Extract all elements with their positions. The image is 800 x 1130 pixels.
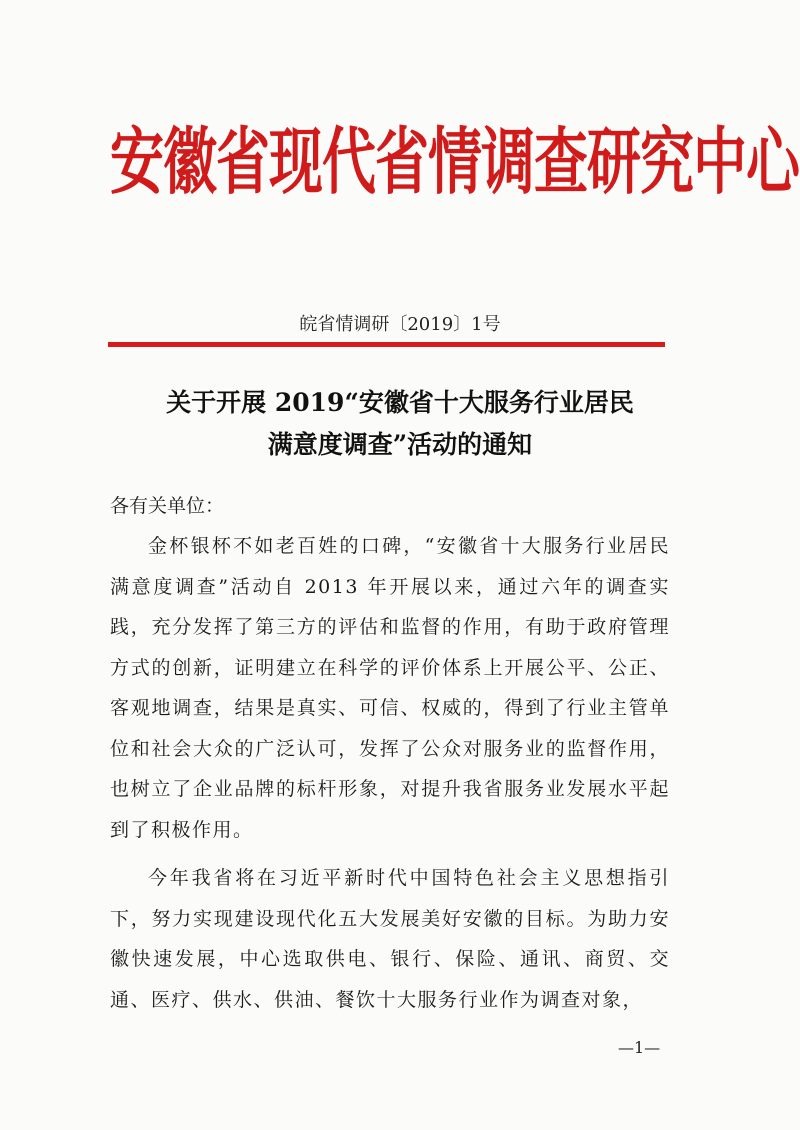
salutation: 各有关单位： (110, 495, 225, 517)
organization-title: 安徽省现代省情调查研究中心 (110, 118, 799, 205)
notice-title-line-1: 关于开展 2019“安徽省十大服务行业居民 (166, 388, 634, 417)
red-divider-rule (108, 342, 665, 347)
notice-title-line-2: 满意度调查”活动的通知 (267, 430, 533, 459)
body-paragraph-2: 今年我省将在习近平新时代中国特色社会主义思想指引下，努力实现建设现代化五大发展美好安徽的目标。为助力安徽快速发展，中心选取供电、银行、保险、通讯、商贸、交通、医疗、供水、供油、餐饮十大服务行业作为调查对象， (110, 867, 670, 1011)
notice-title (80, 382, 720, 466)
document-number: 皖省情调研〔2019〕1号 (299, 314, 501, 335)
body-paragraph-1: 金杯银杯不如老百姓的口碑，“安徽省十大服务行业居民满意度调查”活动自 2013 年开展以来，通过六年的调查实践，充分发挥了第三方的评估和监督的作用，有助于政府管理方式的创新，证明建立在科学的评价体系上开展公平、公正、客观地调查，结果是真实、可信、权威的，得到了行业主管单位和社会大众的广泛认可，发挥了公众对服务业的监督作用，也树立了企业品牌的标杆形象，对提升我省服务业发展水平起到了积极作用。 (110, 535, 670, 841)
page-number: —1— (618, 1038, 661, 1057)
